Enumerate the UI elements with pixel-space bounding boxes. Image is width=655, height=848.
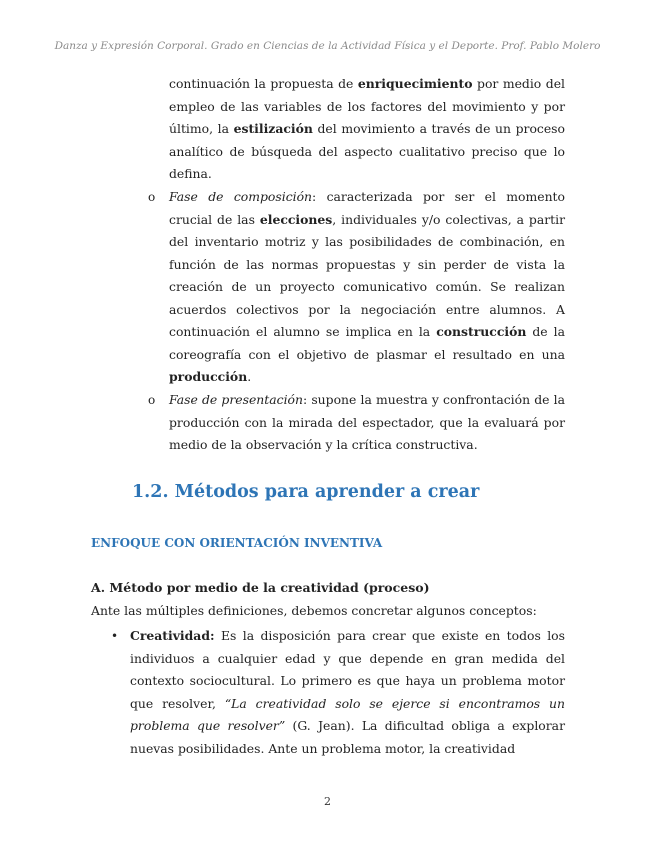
section-heading: 1.2. Métodos para aprender a crear — [132, 482, 480, 502]
bullet-marker: o — [148, 190, 156, 204]
intro-paragraph: Ante las múltiples definiciones, debemos concretar algunos conceptos: — [91, 603, 537, 618]
list-item-fase-presentacion: Fase de presentación: supone la muestra y confrontación de la producción con la mirada del espectador, que la evaluará por medio de la observación y la crítica constructiva. — [169, 392, 566, 452]
subsection-heading: ENFOQUE CON ORIENTACIÓN INVENTIVA — [91, 536, 383, 550]
list-item-creatividad: Creatividad: Es la disposición para crear que existe en todos los individuos a cualquier edad y que depende en gran medida del contexto sociocultural. Lo primero es que haya un problema motor que resolver, “La creatividad solo se ejerce si encontramos un problema que resolver” (G. Jean). La dificultad obliga a explorar nuevas posibilidades. Ante un problema motor, la creatividad — [130, 628, 565, 756]
paragraph-enriquecimiento: continuación la propuesta de enriquecimiento por medio del empleo de las variables de los factores del movimiento y por último, la estilización del movimiento a través de un proceso analítico de búsqueda del aspecto cualitativo preciso que lo defina. — [169, 76, 565, 181]
running-header: Danza y Expresión Corporal. Grado en Ciencias de la Actividad Física y el Deporte. Prof. Pablo Molero — [54, 40, 601, 52]
list-item-fase-composicion: Fase de composición: caracterizada por ser el momento crucial de las elecciones, individuales y/o colectivas, a partir del inventario motriz y las posibilidades de combinación, en función de las normas propuestas y sin perder de vista la creación de un proyecto comunicativo común. Se realizan acuerdos colectivos por la negociación entre alumnos. A continuación el alumno se implica en la construcción de la coreografía con el objetivo de plasmar el resultado en una producción. — [169, 189, 566, 384]
disc-bullet: • — [111, 629, 119, 643]
method-heading: A. Método por medio de la creatividad (proceso) — [91, 580, 430, 595]
bullet-marker: o — [148, 393, 156, 407]
page-number: 2 — [324, 795, 331, 808]
